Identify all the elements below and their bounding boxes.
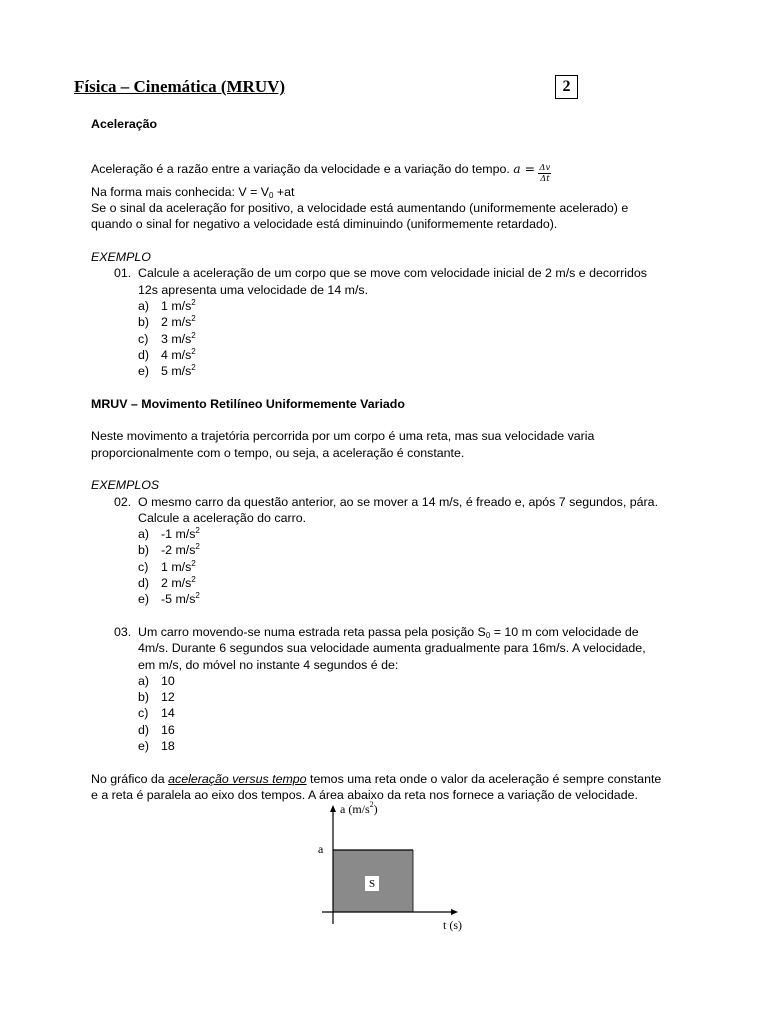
question-01	[91, 265, 691, 298]
question-line: O mesmo carro da questão anterior, ao se mover a 14 m/s, é freado e, após 7 segundos, pára.	[138, 494, 659, 509]
option-letter: e)	[138, 364, 150, 379]
x-axis-arrow-icon	[451, 909, 458, 915]
graph-intro-line-1	[91, 771, 691, 787]
option-letter: c)	[138, 559, 149, 574]
question-line: Calcule a aceleração de um corpo que se move com velocidade inicial de 2 m/s e decorridos	[138, 266, 647, 281]
section-heading-aceleracao: Aceleração	[91, 117, 158, 131]
option-sup: 2	[191, 363, 196, 373]
option-item[interactable]	[91, 705, 691, 721]
question-line: em m/s, do móvel no instante 4 segundos é de:	[138, 657, 399, 672]
question-text-end: = 10 m com velocidade de	[490, 624, 639, 639]
option-letter: b)	[138, 315, 150, 330]
position-subscript: 0	[485, 630, 491, 640]
option-letter: b)	[138, 543, 150, 558]
option-item[interactable]	[91, 689, 691, 705]
y-axis-label-sup: 2	[369, 800, 374, 809]
question-number: 02.	[114, 494, 132, 509]
option-letter: e)	[138, 738, 150, 753]
question-line	[138, 624, 691, 640]
graph-intro-text: No gráfico da	[91, 771, 169, 786]
question-text: Um carro movendo-se numa estrada reta passa pela posição S	[138, 624, 486, 639]
graph-intro-line-2: e a reta é paralela ao eixo dos tempos. A área abaixo da reta nos fornece a variação de velocidade.	[91, 787, 638, 802]
option-text: 2 m/s	[161, 576, 192, 591]
option-text: 4 m/s	[161, 347, 192, 362]
graph-intro-text-end: temos uma reta onde o valor da aceleração é sempre constante	[306, 771, 662, 786]
option-letter: a)	[138, 527, 150, 542]
option-letter: e)	[138, 592, 150, 607]
option-sup: 2	[191, 330, 196, 340]
definition-line	[91, 161, 691, 184]
question-number: 01.	[114, 266, 132, 281]
acceleration-time-graph	[300, 798, 470, 938]
area-label: S	[368, 878, 376, 890]
formula-numerator: Δv	[539, 162, 551, 173]
definition-text: Aceleração é a razão entre a variação da velocidade e a variação do tempo.	[91, 161, 510, 176]
examples-label: EXEMPLOS	[91, 478, 160, 493]
y-axis-label	[340, 800, 378, 816]
sign-line-2: quando o sinal for negativo a velocidade está diminuindo (uniformemente retardado).	[91, 217, 558, 232]
known-form-text-end: +at	[273, 184, 295, 199]
option-text: -5 m/s	[161, 592, 196, 607]
question-line: 4m/s. Durante 6 segundos sua velocidade aumenta gradualmente para 16m/s. A velocidade,	[138, 641, 646, 656]
question-03	[91, 624, 691, 673]
option-item[interactable]	[91, 591, 691, 607]
option-sup: 2	[191, 314, 196, 324]
formula-lhs: a =	[513, 160, 535, 176]
option-item[interactable]	[91, 363, 691, 379]
option-text: -2 m/s	[161, 543, 196, 558]
option-text: 14	[161, 706, 175, 721]
option-text: 10	[161, 673, 175, 688]
option-item[interactable]	[91, 298, 691, 314]
page-title: Física – Cinemática (MRUV)	[74, 77, 286, 96]
option-item[interactable]	[91, 542, 691, 558]
question-02	[91, 494, 691, 527]
option-letter: c)	[138, 331, 149, 346]
sign-line-1: Se o sinal da aceleração for positivo, a velocidade está aumentando (uniformemente acelerado) e	[91, 201, 629, 216]
question-number: 03.	[114, 624, 132, 639]
mruv-line-2: proporcionalmente com o tempo, ou seja, a aceleração é constante.	[91, 445, 465, 460]
known-form-text: Na forma mais conhecida: V = V	[91, 184, 270, 199]
option-item[interactable]	[91, 575, 691, 591]
options-03	[91, 673, 691, 754]
option-item[interactable]	[91, 673, 691, 689]
option-item[interactable]	[91, 526, 691, 542]
option-text: -1 m/s	[161, 527, 196, 542]
option-letter: a)	[138, 673, 150, 688]
known-form-line	[91, 184, 691, 200]
section-heading-mruv: MRUV – Movimento Retilíneo Uniformemente Variado	[91, 396, 405, 411]
y-value-label: a	[318, 842, 324, 856]
option-item[interactable]	[91, 738, 691, 754]
option-letter: a)	[138, 298, 150, 313]
option-letter: d)	[138, 576, 150, 591]
option-letter: d)	[138, 347, 150, 362]
option-text: 5 m/s	[161, 364, 192, 379]
option-text: 18	[161, 738, 175, 753]
question-line: Calcule a aceleração do carro.	[138, 510, 307, 525]
known-form-subscript: 0	[269, 190, 274, 200]
option-sup: 2	[195, 591, 200, 601]
option-letter: c)	[138, 706, 149, 721]
option-text: 3 m/s	[161, 331, 192, 346]
options-02	[91, 526, 691, 607]
option-item[interactable]	[91, 331, 691, 347]
option-item[interactable]	[91, 314, 691, 330]
option-letter: b)	[138, 690, 150, 705]
example-label: EXEMPLO	[91, 250, 151, 265]
option-sup: 2	[195, 526, 200, 536]
option-sup: 2	[191, 297, 196, 307]
y-axis-label-text: a (m/s	[340, 802, 370, 816]
graph-intro-underlined: aceleração versus tempo	[168, 771, 307, 786]
x-axis-label: t (s)	[443, 918, 462, 932]
option-text: 16	[161, 722, 175, 737]
option-sup: 2	[195, 542, 200, 552]
option-sup: 2	[191, 558, 196, 568]
option-sup: 2	[191, 575, 196, 585]
option-item[interactable]	[91, 722, 691, 738]
formula-denominator: Δt	[540, 173, 550, 184]
formula-fraction	[538, 163, 551, 184]
mruv-line-1: Neste movimento a trajetória percorrida por um corpo é uma reta, mas sua velocidade varia	[91, 429, 595, 444]
option-sup: 2	[191, 346, 196, 356]
document-body	[91, 116, 691, 803]
page-number-box: 2	[555, 75, 578, 99]
option-item[interactable]	[91, 559, 691, 575]
option-text: 2 m/s	[161, 315, 192, 330]
y-axis-arrow-icon	[330, 805, 336, 812]
options-01	[91, 298, 691, 379]
option-text: 1 m/s	[161, 298, 192, 313]
option-text: 1 m/s	[161, 559, 192, 574]
y-axis-label-close: )	[373, 802, 378, 816]
option-item[interactable]	[91, 347, 691, 363]
option-text: 12	[161, 690, 175, 705]
question-line: 12s apresenta uma velocidade de 14 m/s.	[138, 282, 369, 297]
option-letter: d)	[138, 722, 150, 737]
